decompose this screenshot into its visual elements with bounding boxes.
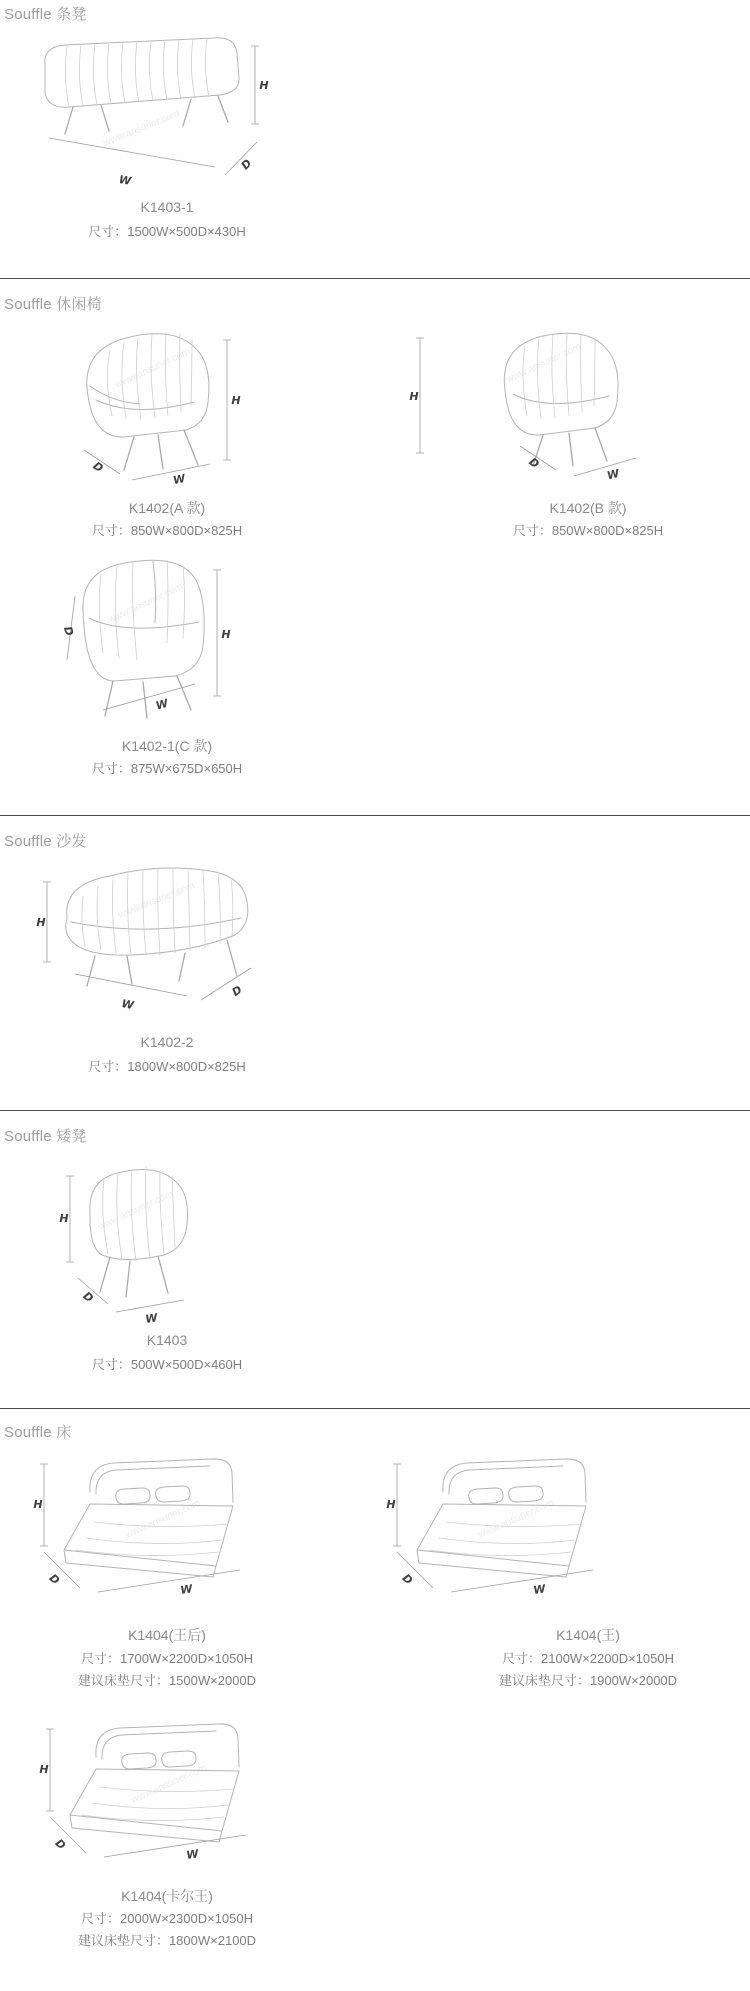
product-size: 尺寸：850W×800D×825H xyxy=(512,523,664,538)
watermark-text: www.ansuner.com xyxy=(96,1188,175,1233)
product-code: K1404(王后) xyxy=(128,1627,206,1643)
watermark-text: www.ansuner.com xyxy=(102,108,182,149)
chair-b-drawing xyxy=(408,318,648,493)
section-title-sofa: Souffle 沙发 xyxy=(4,833,87,850)
watermark-text: www.ansuner.com xyxy=(113,346,192,391)
product-size: 尺寸：1500W×500D×430H xyxy=(88,224,246,239)
product-size: 尺寸：1800W×800D×825H xyxy=(88,1059,246,1074)
product-size: 尺寸：2000W×2300D×1050H xyxy=(81,1911,253,1926)
chair-b-dim-h: H xyxy=(409,390,419,403)
product-size: 尺寸：1700W×2200D×1050H xyxy=(81,1651,253,1666)
stool-dim-w: W xyxy=(144,1311,159,1326)
chair-c-dim-h: H xyxy=(221,628,231,641)
stool-dim-d: D xyxy=(80,1289,96,1306)
product-size: 尺寸：875W×675D×650H xyxy=(91,761,243,776)
sofa-sketch xyxy=(35,858,270,1018)
product-code: K1402(B 款) xyxy=(549,500,627,516)
section-title-lounge-chair: Souffle 休闲椅 xyxy=(4,296,102,313)
chair-c-drawing xyxy=(55,548,235,733)
section-title-bed: Souffle 床 xyxy=(4,1424,72,1441)
watermark-text: www.ansuner.com xyxy=(129,1762,209,1806)
chair-b-dim-w: W xyxy=(605,466,621,483)
stool-drawing xyxy=(58,1150,213,1335)
chair-a-dim-h: H xyxy=(231,394,241,407)
section-title-bench: Souffle 条凳 xyxy=(4,6,87,23)
watermark-text: www.ansuner.com xyxy=(117,880,197,921)
product-mattress-size: 建议床垫尺寸：1900W×2000D xyxy=(498,1673,678,1688)
bench-drawing xyxy=(25,28,275,193)
stool-dim-h: H xyxy=(59,1212,69,1225)
watermark-text: www.ansuner.com xyxy=(476,1497,556,1541)
bed-dim-h: H xyxy=(386,1498,396,1511)
bed-dim-h: H xyxy=(33,1498,43,1511)
bed-dim-h: H xyxy=(39,1763,49,1776)
bed-dim-d: D xyxy=(399,1571,416,1588)
sofa-drawing xyxy=(35,858,270,1018)
bed-calking-drawing xyxy=(38,1715,278,1885)
bench-dim-d: D xyxy=(238,156,255,173)
chair-a-sketch xyxy=(62,318,247,493)
bench-dim-w: W xyxy=(117,173,133,188)
bed-queen-drawing xyxy=(32,1450,272,1620)
watermark-text: www.ansuner.com xyxy=(504,341,583,386)
product-mattress-size: 建议床垫尺寸：1800W×2100D xyxy=(77,1933,257,1948)
product-code: K1403-1 xyxy=(140,199,194,215)
bed-dim-w: W xyxy=(185,1847,200,1862)
chair-b-dim-d: D xyxy=(526,455,542,472)
section-title-stool: Souffle 矮凳 xyxy=(4,1128,87,1145)
product-code: K1402-1(C 款) xyxy=(121,738,213,754)
stool-sketch xyxy=(58,1150,213,1335)
bed-king-sketch xyxy=(385,1450,625,1620)
bench-dim-h: H xyxy=(259,79,269,92)
bed-dim-w: W xyxy=(532,1582,547,1597)
watermark-text: www.ansuner.com xyxy=(123,1497,203,1541)
product-size: 尺寸：2100W×2200D×1050H xyxy=(502,1651,674,1666)
sofa-dim-w: W xyxy=(120,997,135,1013)
bed-dim-w: W xyxy=(179,1582,194,1597)
product-code: K1404(王) xyxy=(556,1627,620,1643)
section-divider xyxy=(0,1110,750,1111)
bed-king-drawing xyxy=(385,1450,625,1620)
chair-a-dim-d: D xyxy=(90,459,106,476)
bed-dim-d: D xyxy=(46,1571,63,1588)
chair-a-dim-w: W xyxy=(171,471,187,488)
chair-c-sketch xyxy=(55,548,235,733)
product-code: K1402(A 款) xyxy=(128,500,206,516)
chair-b-sketch xyxy=(408,318,648,493)
product-mattress-size: 建议床垫尺寸：1500W×2000D xyxy=(77,1673,257,1688)
product-code: K1404(卡尔王) xyxy=(121,1888,213,1904)
section-divider xyxy=(0,278,750,279)
chair-c-dim-d: D xyxy=(60,624,76,638)
watermark-text: www.ansuner.com xyxy=(106,581,185,626)
section-divider xyxy=(0,815,750,816)
product-size: 尺寸：500W×500D×460H xyxy=(91,1357,243,1372)
sofa-dim-d: D xyxy=(229,983,245,1000)
section-divider xyxy=(0,1408,750,1409)
bench-sketch xyxy=(25,28,275,193)
bed-queen-sketch xyxy=(32,1450,272,1620)
product-size: 尺寸：850W×800D×825H xyxy=(91,523,243,538)
bed-dim-d: D xyxy=(52,1836,69,1853)
product-code: K1402-2 xyxy=(140,1034,194,1050)
product-code: K1403 xyxy=(146,1332,188,1348)
bed-calking-sketch xyxy=(38,1715,278,1885)
sofa-dim-h: H xyxy=(36,916,46,929)
chair-a-drawing xyxy=(62,318,247,493)
chair-c-dim-w: W xyxy=(154,696,170,713)
